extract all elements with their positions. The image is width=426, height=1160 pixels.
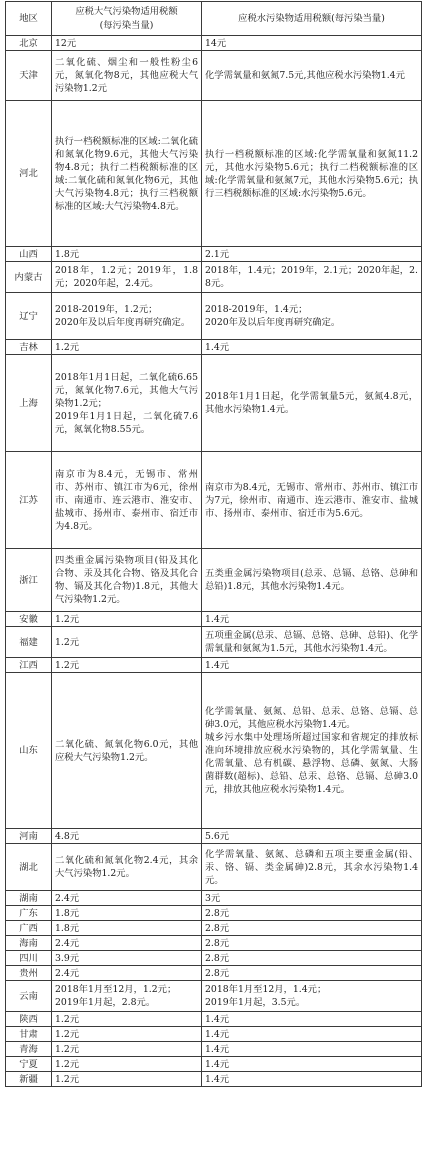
air-tax-cell: 12元 [52,36,202,51]
region-cell: 上海 [6,355,52,452]
table-body [6,36,422,1087]
table-row [6,844,422,891]
air-tax-cell: 二氧化硫和氮氧化物2.4元，其余大气污染物1.2元。 [52,844,202,891]
water-tax-cell: 1.4元 [202,1072,422,1087]
water-tax-cell: 1.4元 [202,658,422,673]
table-row [6,829,422,844]
air-tax-cell: 1.8元 [52,906,202,921]
region-cell: 贵州 [6,966,52,981]
table-row [6,101,422,247]
region-cell: 云南 [6,981,52,1012]
air-tax-cell: 2018-2019年，1.2元； 2020年及以后年度再研究确定。 [52,293,202,340]
region-cell: 吉林 [6,340,52,355]
water-tax-cell: 2.8元 [202,951,422,966]
table-row [6,340,422,355]
water-tax-cell: 1.4元 [202,1042,422,1057]
water-tax-cell: 2018-2019年，1.4元； 2020年及以后年度再研究确定。 [202,293,422,340]
air-tax-cell: 2018年1月1日起，二氧化硫6.65元，氮氧化物7.6元，其他大气污染物1.2元； 2019年1月1日起，二氧化硫7.6元，氮氧化物8.55元。 [52,355,202,452]
air-tax-cell: 1.2元 [52,658,202,673]
table-row [6,1027,422,1042]
table-row [6,951,422,966]
air-tax-cell: 2.4元 [52,966,202,981]
region-cell: 河北 [6,101,52,247]
air-tax-cell: 二氧化硫、烟尘和一般性粉尘6元，氮氧化物8元，其他应税大气污染物1.2元 [52,51,202,101]
water-tax-cell: 2.8元 [202,966,422,981]
table-row [6,981,422,1012]
table-row [6,247,422,262]
air-tax-cell: 四类重金属污染物项目(铅及其化合物、汞及其化合物、铬及其化合物、镉及其化合物)1.8元，其他大气污染物1.2元。 [52,549,202,612]
air-tax-cell: 1.2元 [52,1042,202,1057]
air-tax-cell: 二氧化硫、氮氧化物6.0元，其他应税大气污染物1.2元。 [52,673,202,829]
water-tax-cell: 14元 [202,36,422,51]
region-cell: 辽宁 [6,293,52,340]
water-tax-cell: 1.4元 [202,340,422,355]
water-tax-cell: 2018年1月至12月，1.4元； 2019年1月起，3.5元。 [202,981,422,1012]
region-cell: 内蒙古 [6,262,52,293]
water-tax-cell: 执行一档税额标准的区域:化学需氧量和氨氮11.2元，其他水污染物5.6元；执行二档税额标准的区域:化学需氧量和氨氮7元，其他水污染物5.6元；执行三档税额标准的区域:水污染物5.6元。 [202,101,422,247]
air-tax-cell: 4.8元 [52,829,202,844]
water-tax-cell: 化学需氧量、氨氮、总铅、总汞、总铬、总镉、总砷3.0元，其他应税水污染物1.4元。 城乡污水集中处理场所超过国家和省规定的排放标准向环境排放应税水污染物的，其化学需氧量、生化需氧量、总有机碳、悬浮物、总磷、氨氮、大肠菌群数(超标)、总铅、总汞、总铬、总镉、总砷3.0元，排放其他应税水污染物1.4元。 [202,673,422,829]
region-cell: 广东 [6,906,52,921]
region-cell: 浙江 [6,549,52,612]
region-cell: 陕西 [6,1012,52,1027]
air-tax-cell: 2018年，1.2元；2019年，1.8元；2020年起，2.4元。 [52,262,202,293]
region-cell: 四川 [6,951,52,966]
region-cell: 江苏 [6,452,52,549]
header-air-tax: 应税大气污染物适用税额 (每污染当量) [52,2,202,36]
table-row [6,36,422,51]
water-tax-cell: 5.6元 [202,829,422,844]
air-tax-cell: 执行一档税额标准的区域:二氧化硫和氮氧化物9.6元，其他大气污染物4.8元；执行二档税额标准的区域:二氧化硫和氮氧化物6元，其他大气污染物4.8元；执行三档税额标准的区域:大气污染物4.8元。 [52,101,202,247]
region-cell: 江西 [6,658,52,673]
table-row [6,936,422,951]
air-tax-cell: 2.4元 [52,936,202,951]
air-tax-cell: 1.2元 [52,612,202,627]
region-cell: 湖南 [6,891,52,906]
air-tax-cell: 1.2元 [52,1027,202,1042]
region-cell: 甘肃 [6,1027,52,1042]
water-tax-cell: 1.4元 [202,612,422,627]
region-cell: 山西 [6,247,52,262]
water-tax-cell: 五项重金属(总汞、总镉、总铬、总砷、总铅)、化学需氧量和氨氮为1.5元，其他水污染物1.4元。 [202,627,422,658]
table-header-row [6,2,422,36]
table-row [6,658,422,673]
table-row [6,891,422,906]
table-row [6,612,422,627]
region-cell: 山东 [6,673,52,829]
water-tax-cell: 1.4元 [202,1012,422,1027]
table-row [6,51,422,101]
air-tax-cell: 2018年1月至12月，1.2元； 2019年1月起，2.8元。 [52,981,202,1012]
region-cell: 北京 [6,36,52,51]
table-row [6,1057,422,1072]
water-tax-cell: 2.8元 [202,936,422,951]
table-row [6,293,422,340]
region-cell: 福建 [6,627,52,658]
water-tax-cell: 五类重金属污染物项目(总汞、总镉、总铬、总砷和总铅)1.8元，其他水污染物1.4元。 [202,549,422,612]
table-row [6,673,422,829]
air-tax-cell: 南京市为8.4元，无锡市、常州市、苏州市、镇江市为6元，徐州市、南通市、连云港市、淮安市、盐城市、扬州市、泰州市、宿迁市为4.8元。 [52,452,202,549]
water-tax-cell: 化学需氧量、氨氮、总磷和五项主要重金属(铅、汞、铬、镉、类金属砷)2.8元，其余水污染物1.4元。 [202,844,422,891]
table-row [6,921,422,936]
table-row [6,627,422,658]
air-tax-cell: 1.2元 [52,340,202,355]
region-cell: 宁夏 [6,1057,52,1072]
region-cell: 海南 [6,936,52,951]
water-tax-cell: 1.4元 [202,1027,422,1042]
table-row [6,1072,422,1087]
water-tax-cell: 3元 [202,891,422,906]
air-tax-cell: 1.8元 [52,921,202,936]
header-region: 地区 [6,2,52,36]
water-tax-cell: 2.8元 [202,906,422,921]
air-tax-cell: 1.8元 [52,247,202,262]
region-cell: 湖北 [6,844,52,891]
water-tax-cell: 2018年，1.4元；2019年，2.1元；2020年起，2.8元。 [202,262,422,293]
table-row [6,262,422,293]
air-tax-cell: 1.2元 [52,1012,202,1027]
table-row [6,966,422,981]
region-cell: 天津 [6,51,52,101]
region-cell: 河南 [6,829,52,844]
region-cell: 新疆 [6,1072,52,1087]
water-tax-cell: 2018年1月1日起，化学需氧量5元，氨氮4.8元，其他水污染物1.4元。 [202,355,422,452]
air-tax-cell: 1.2元 [52,627,202,658]
water-tax-cell: 南京市为8.4元，无锡市、常州市、苏州市、镇江市为7元，徐州市、南通市、连云港市、淮安市、盐城市、扬州市、泰州市、宿迁市为5.6元。 [202,452,422,549]
water-tax-cell: 2.8元 [202,921,422,936]
table-row [6,1012,422,1027]
table-row [6,549,422,612]
air-tax-cell: 3.9元 [52,951,202,966]
region-cell: 青海 [6,1042,52,1057]
table-row [6,355,422,452]
air-tax-cell: 1.2元 [52,1057,202,1072]
table-row [6,1042,422,1057]
air-tax-cell: 1.2元 [52,1072,202,1087]
tax-rate-table [5,1,422,1087]
air-tax-cell: 2.4元 [52,891,202,906]
region-cell: 广西 [6,921,52,936]
table-row [6,906,422,921]
region-cell: 安徽 [6,612,52,627]
water-tax-cell: 化学需氧量和氨氮7.5元,其他应税水污染物1.4元 [202,51,422,101]
water-tax-cell: 1.4元 [202,1057,422,1072]
table-row [6,452,422,549]
water-tax-cell: 2.1元 [202,247,422,262]
header-water-tax: 应税水污染物适用税额(每污染当量) [202,2,422,36]
